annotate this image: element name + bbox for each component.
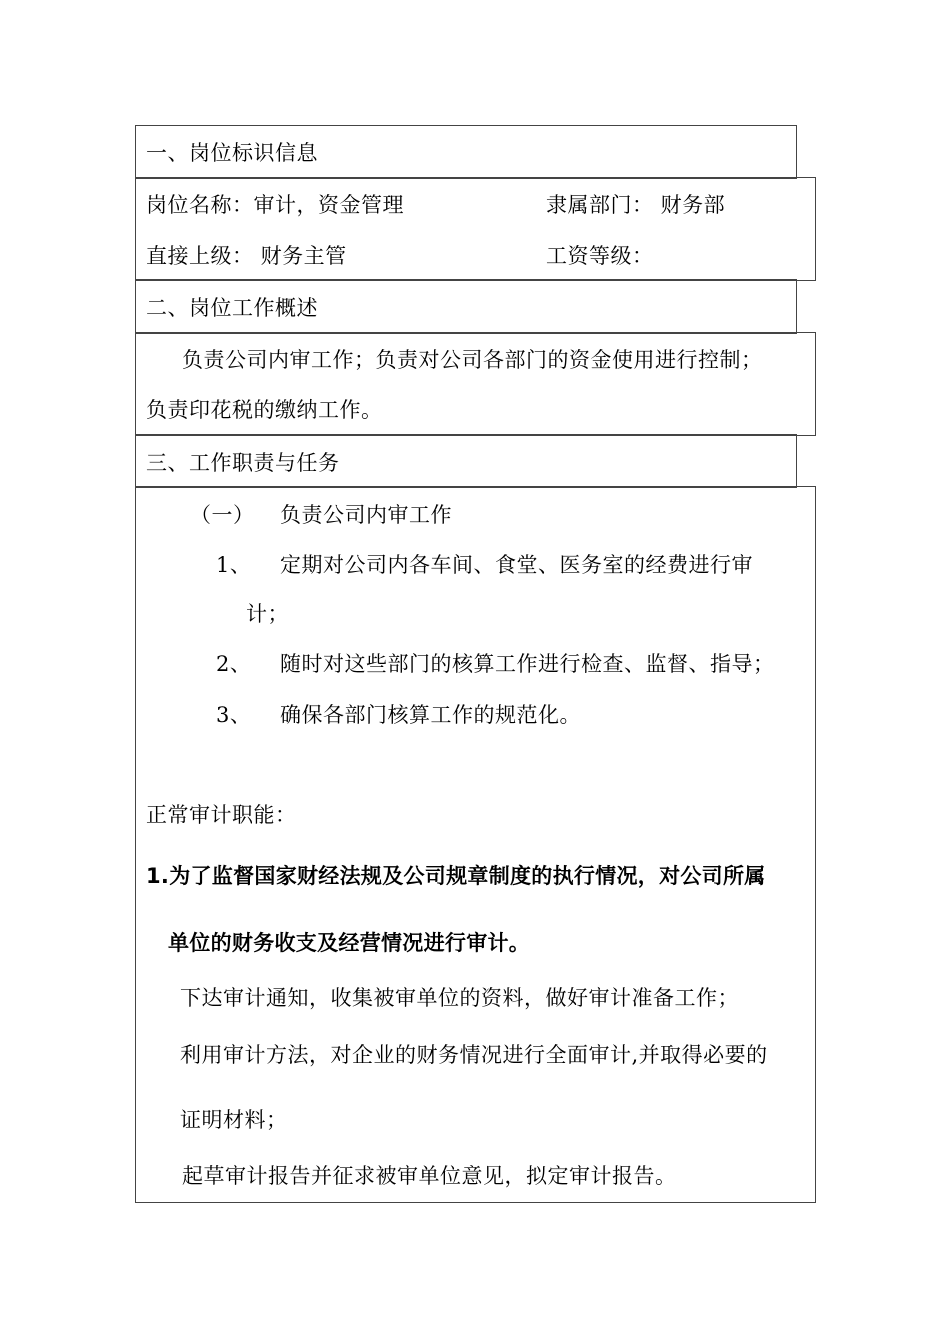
subsection-title: 负责公司内审工作	[280, 503, 452, 527]
final-line: 起草审计报告并征求被审单位意见，拟定审计报告。	[182, 1164, 677, 1188]
summary-line-2: 负责印花税的缴纳工作。	[146, 398, 383, 422]
section3-content-box	[135, 486, 816, 1203]
subsection-number: （一）	[190, 503, 255, 527]
salary-grade: 工资等级：	[546, 244, 654, 268]
list-item-text: 定期对公司内各车间、食堂、医务室的经费进行审	[280, 553, 753, 577]
department: 隶属部门： 财务部	[546, 193, 726, 217]
list-item-number: 1、	[216, 553, 252, 577]
bullet-text: 下达审计通知，收集被审单位的资料，做好审计准备工作；	[180, 986, 739, 1010]
list-item-continuation: 计；	[246, 602, 289, 626]
bullet-continuation: 证明材料；	[180, 1108, 288, 1132]
position-name: 岗位名称：审计，资金管理	[146, 193, 404, 217]
bold-paragraph-line-2: 单位的财务收支及经营情况进行审计。	[168, 931, 531, 955]
list-item-number: 3、	[216, 703, 252, 727]
section3-heading: 三、工作职责与任务	[146, 451, 340, 475]
supervisor: 直接上级： 财务主管	[146, 244, 347, 268]
section1-heading: 一、岗位标识信息	[146, 141, 318, 165]
bullet-text: 利用审计方法，对企业的财务情况进行全面审计,并取得必要的	[180, 1043, 768, 1067]
normal-audit-title: 正常审计职能：	[146, 803, 297, 827]
summary-line-1: 负责公司内审工作；负责对公司各部门的资金使用进行控制；	[182, 348, 763, 372]
list-item-text: 确保各部门核算工作的规范化。	[280, 703, 581, 727]
bold-paragraph-line-1: 1.为了监督国家财经法规及公司规章制度的执行情况，对公司所属	[146, 864, 766, 888]
list-item-number: 2、	[216, 652, 252, 676]
section2-heading: 二、岗位工作概述	[146, 296, 318, 320]
list-item-text: 随时对这些部门的核算工作进行检查、监督、指导；	[280, 652, 775, 676]
